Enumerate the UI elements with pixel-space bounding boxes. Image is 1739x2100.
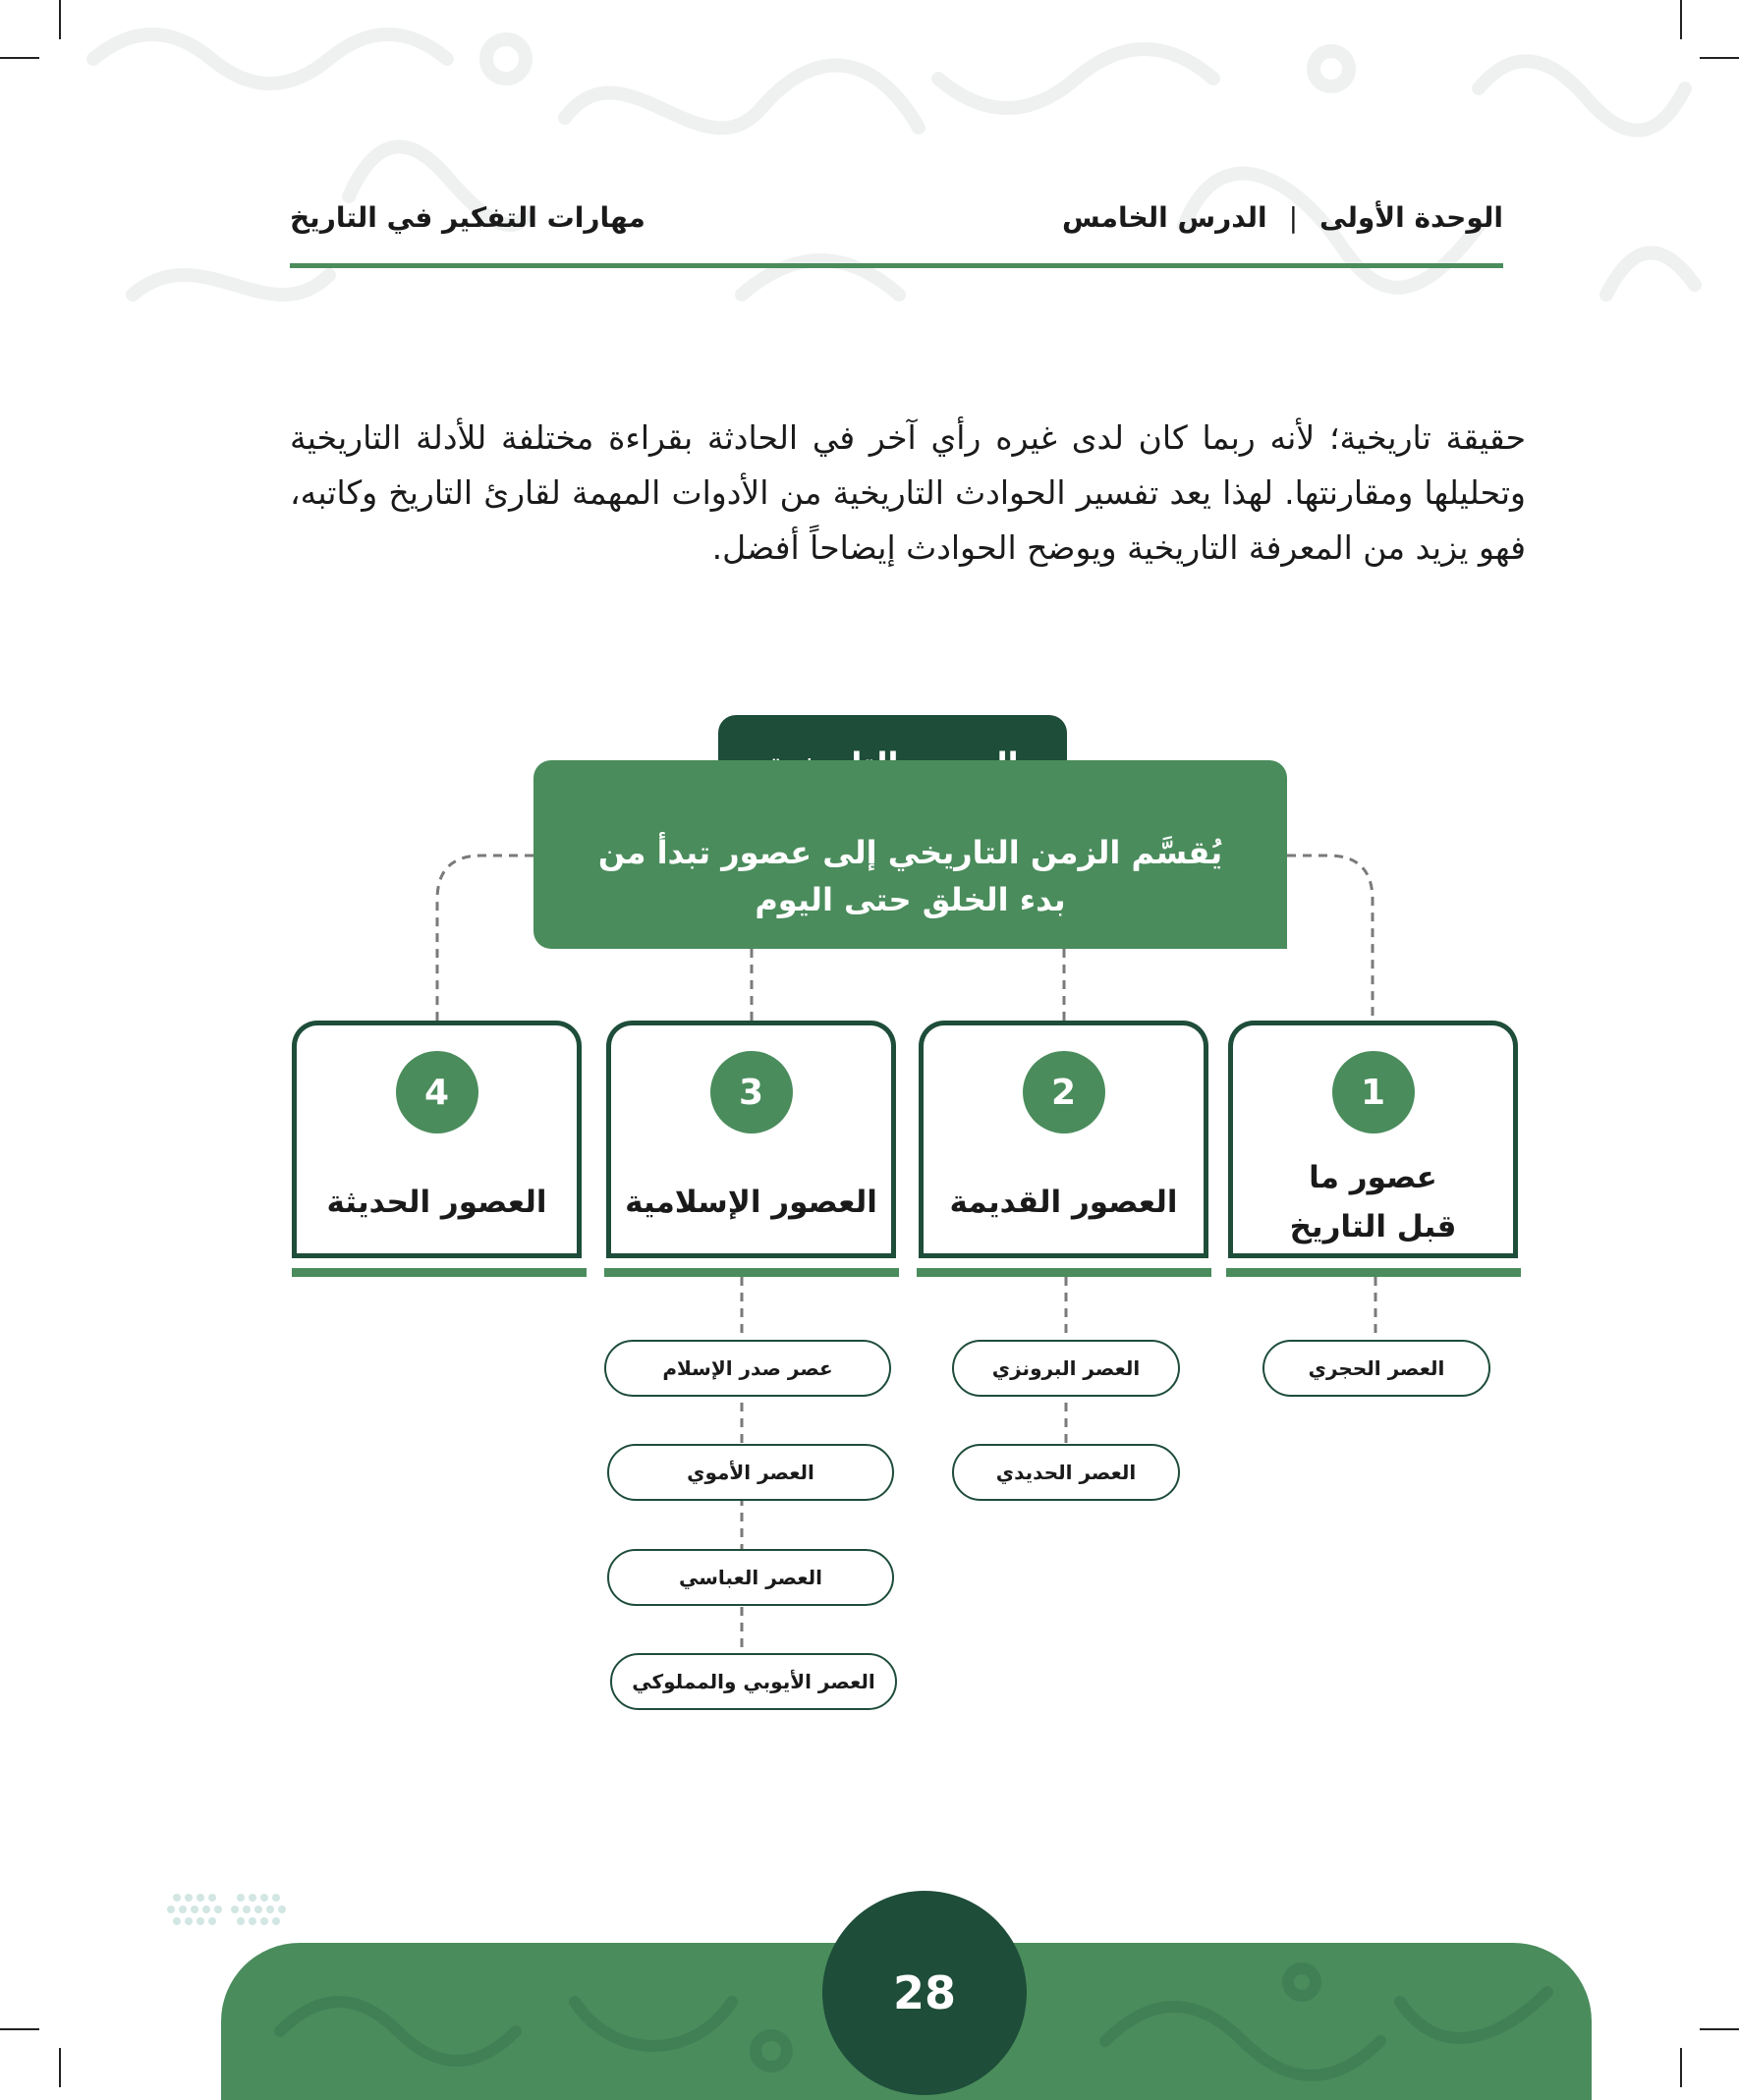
sub-period-stone-age: العصر الحجري xyxy=(1262,1340,1490,1397)
diagram-description xyxy=(533,829,1287,923)
era-card-bottom-border xyxy=(606,1253,896,1258)
lesson-title: الدرس الخامس xyxy=(1062,201,1267,234)
era-card-modern xyxy=(292,1021,582,1258)
era-label: العصور القديمة xyxy=(949,1185,1178,1220)
era-number-badge: 3 xyxy=(710,1051,793,1133)
sub-period-umayyad: العصر الأموي xyxy=(607,1444,894,1501)
era-label: العصور الحديثة xyxy=(326,1185,547,1220)
sub-period-ayyubid-mamluk: العصر الأيوبي والمملوكي xyxy=(610,1653,897,1710)
era-number-badge: 4 xyxy=(396,1051,478,1133)
era-card-ancient xyxy=(919,1021,1208,1258)
era-underline xyxy=(1226,1268,1521,1277)
era-underline xyxy=(292,1268,587,1277)
era-underline xyxy=(917,1268,1211,1277)
unit-title: الوحدة الأولى xyxy=(1319,201,1503,234)
sub-period-early-islam: عصر صدر الإسلام xyxy=(604,1340,891,1397)
subject-title: مهارات التفكير في التاريخ xyxy=(290,201,645,234)
era-card-bottom-border xyxy=(919,1253,1208,1258)
era-label-text: عصور ما قبل التاريخ xyxy=(1289,1160,1457,1244)
era-number-badge: 1 xyxy=(1332,1051,1415,1133)
era-number-badge: 2 xyxy=(1023,1051,1105,1133)
era-underline xyxy=(604,1268,899,1277)
sub-period-bronze-age: العصر البرونزي xyxy=(952,1340,1180,1397)
era-label xyxy=(1243,1153,1503,1251)
diagram-root-box xyxy=(533,760,1287,949)
era-card-islamic xyxy=(606,1021,896,1258)
era-card-bottom-border xyxy=(1228,1253,1518,1258)
era-card-bottom-border xyxy=(292,1253,582,1258)
page-number: 28 xyxy=(822,1891,1027,2095)
header-separator: | xyxy=(1288,201,1298,234)
diagram-description-line2: بدء الخلق حتى اليوم xyxy=(755,881,1066,918)
diagram-description-line1: يُقسَّم الزمن التاريخي إلى عصور تبدأ من xyxy=(597,834,1223,871)
body-paragraph: حقيقة تاريخية؛ لأنه ربما كان لدى غيره رأي آخر في الحادثة بقراءة مختلفة للأدلة التاريخية وتحليلها ومقارنتها. لهذا يعد تفسير الحوادث التاريخية من الأدوات المهمة لقارئ التاريخ وكاتبه، فهو يزيد من المعرفة التاريخية ويوضح الحوادث إيضاحاً أفضل. xyxy=(290,418,1526,567)
era-label: العصور الإسلامية xyxy=(625,1185,877,1220)
sub-period-abbasid: العصر العباسي xyxy=(607,1549,894,1606)
era-card-prehistoric xyxy=(1228,1021,1518,1258)
sub-period-iron-age: العصر الحديدي xyxy=(952,1444,1180,1501)
